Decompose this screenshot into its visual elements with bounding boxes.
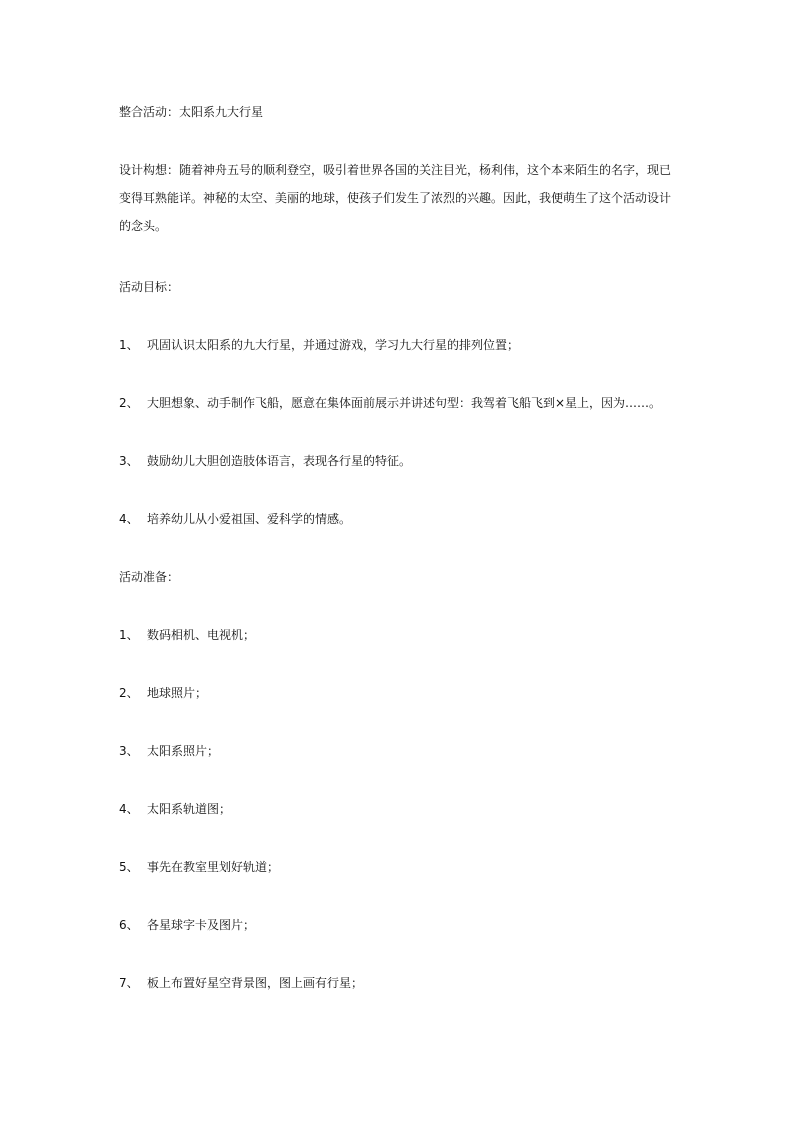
preparation-number: 1、 (119, 628, 139, 642)
goal-text: 培养幼儿从小爱祖国、爱科学的情感。 (147, 512, 352, 526)
preparation-text: 事先在教室里划好轨道； (147, 860, 280, 874)
preparation-heading: 活动准备： (119, 570, 180, 584)
preparation-number: 4、 (119, 802, 139, 816)
goal-text: 大胆想象、动手制作飞船，愿意在集体面前展示并讲述句型：我驾着飞船飞到×星上，因为……。 (147, 396, 662, 410)
goal-number: 4、 (119, 512, 139, 526)
goals-heading: 活动目标： (119, 280, 180, 294)
goal-number: 3、 (119, 454, 139, 468)
preparation-item-6 (119, 918, 679, 932)
preparation-text: 板上布置好星空背景图，图上画有行星； (147, 976, 364, 990)
preparation-text: 各星球字卡及图片； (147, 918, 256, 932)
preparation-number: 5、 (119, 860, 139, 874)
preparation-number: 6、 (119, 918, 139, 932)
preparation-item-1 (119, 628, 679, 642)
preparation-text: 数码相机、电视机； (147, 628, 256, 642)
goal-item-2 (119, 396, 679, 410)
preparation-item-2 (119, 686, 679, 700)
preparation-item-4 (119, 802, 679, 816)
design-concept-paragraph: 设计构想：随着神舟五号的顺利登空，吸引着世界各国的关注目光，杨利伟，这个本来陌生的名字，现已变得耳熟能详。神秘的太空、美丽的地球，使孩子们发生了浓烈的兴趣。因此，我便萌生了这个活动设计的念头。 (119, 163, 672, 233)
preparation-item-5 (119, 860, 679, 874)
preparation-text: 太阳系照片； (147, 744, 220, 758)
preparation-text: 地球照片； (147, 686, 208, 700)
goal-item-1 (119, 338, 679, 352)
goal-number: 1、 (119, 338, 139, 352)
preparation-number: 7、 (119, 976, 139, 990)
preparation-number: 2、 (119, 686, 139, 700)
goal-text: 鼓励幼儿大胆创造肢体语言，表现各行星的特征。 (147, 454, 412, 468)
preparation-item-3 (119, 744, 679, 758)
goal-number: 2、 (119, 396, 139, 410)
preparation-item-7 (119, 976, 679, 990)
preparation-number: 3、 (119, 744, 139, 758)
preparation-text: 太阳系轨道图； (147, 802, 232, 816)
goal-item-3 (119, 454, 679, 468)
goal-text: 巩固认识太阳系的九大行星，并通过游戏，学习九大行星的排列位置； (147, 338, 520, 352)
document-title: 整合活动：太阳系九大行星 (119, 105, 264, 119)
goal-item-4 (119, 512, 679, 526)
